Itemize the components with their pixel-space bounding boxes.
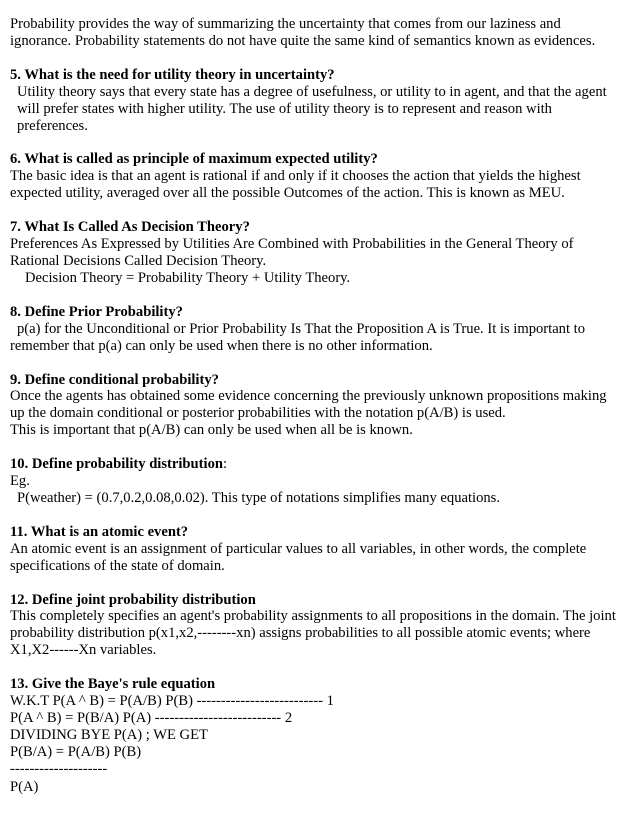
question-12-answer: This completely specifies an agent's probability assignments to all propositions in the domain. The joint probability distribution p(x1,x2,--------xn) assigns probabilities to all possible atomic events; where X1,X2------Xn variables. xyxy=(10,608,616,659)
bayes-equation-line-1: W.K.T P(A ^ B) = P(A/B) P(B) -------------------------- 1 xyxy=(10,693,334,710)
question-6-heading: 6. What is called as principle of maximum expected utility? xyxy=(10,151,378,168)
question-11 xyxy=(10,524,624,575)
bayes-equation-denominator: P(A) xyxy=(10,778,39,795)
question-9-answer-note: This is important that p(A/B) can only be used when all be is known. xyxy=(10,422,413,439)
question-10-example: P(weather) = (0.7,0.2,0.08,0.02). This type of notations simplifies many equations. xyxy=(17,489,500,506)
question-10-heading-line xyxy=(10,456,624,473)
question-11-heading: 11. What is an atomic event? xyxy=(10,523,189,540)
question-8-heading: 8. Define Prior Probability? xyxy=(10,303,183,320)
question-8 xyxy=(10,304,624,355)
question-5 xyxy=(10,67,624,135)
question-7-answer: Preferences As Expressed by Utilities Are Combined with Probabilities in the General Theory of Rational Decisions Called Decision Theory. xyxy=(10,236,574,269)
question-7-formula: Decision Theory = Probability Theory + Utility Theory. xyxy=(25,269,351,286)
bayes-equation-numerator: P(B/A) = P(A/B) P(B) xyxy=(10,743,142,760)
question-6-answer: The basic idea is that an agent is rational if and only if it chooses the action that yields the highest expected utility, averaged over all the possible Outcomes of the action. This is known as MEU. xyxy=(10,168,581,202)
intro-section xyxy=(10,16,624,50)
question-10-heading: 10. Define probability distribution xyxy=(10,456,223,473)
question-9-answer: Once the agents has obtained some evidence concerning the previously unknown propositions making up the domain conditional or posterior probabilities with the notation p(A/B) is used. xyxy=(10,388,607,422)
question-12 xyxy=(10,592,624,660)
question-9 xyxy=(10,372,624,440)
question-9-heading: 9. Define conditional probability? xyxy=(10,371,219,388)
question-12-heading: 12. Define joint probability distribution xyxy=(10,591,256,608)
question-7-heading: 7. What Is Called As Decision Theory? xyxy=(10,219,250,236)
question-8-answer: p(a) for the Unconditional or Prior Probability Is That the Proposition A is True. It is important to remember that p(a) can only be used when there is no other information. xyxy=(10,320,586,354)
question-13 xyxy=(10,676,624,795)
question-5-heading: 5. What is the need for utility theory in uncertainty? xyxy=(10,66,335,83)
question-10-colon: : xyxy=(223,456,228,473)
question-6 xyxy=(10,151,624,202)
question-7 xyxy=(10,219,624,287)
bayes-equation-divider: -------------------- xyxy=(10,760,108,777)
question-10 xyxy=(10,456,624,507)
intro-paragraph: Probability provides the way of summarizing the uncertainty that comes from our laziness and ignorance. Probability statements do not have quite the same kind of semantics known as evidences. xyxy=(10,16,596,49)
question-13-heading: 13. Give the Baye's rule equation xyxy=(10,676,216,693)
bayes-equation-line-2: P(A ^ B) = P(B/A) P(A) -------------------------- 2 xyxy=(10,710,293,726)
question-10-eg-label: Eg. xyxy=(10,473,30,490)
bayes-equation-line-3: DIVIDING BYE P(A) ; WE GET xyxy=(10,726,208,743)
question-11-answer: An atomic event is an assignment of particular values to all variables, in other words, the complete specifications of the state of domain. xyxy=(10,540,587,574)
question-5-answer: Utility theory says that every state has a degree of usefulness, or utility to in agent, and that the agent will prefer states with higher utility. The use of utility theory is to represent and reason with preferences. xyxy=(17,83,607,134)
